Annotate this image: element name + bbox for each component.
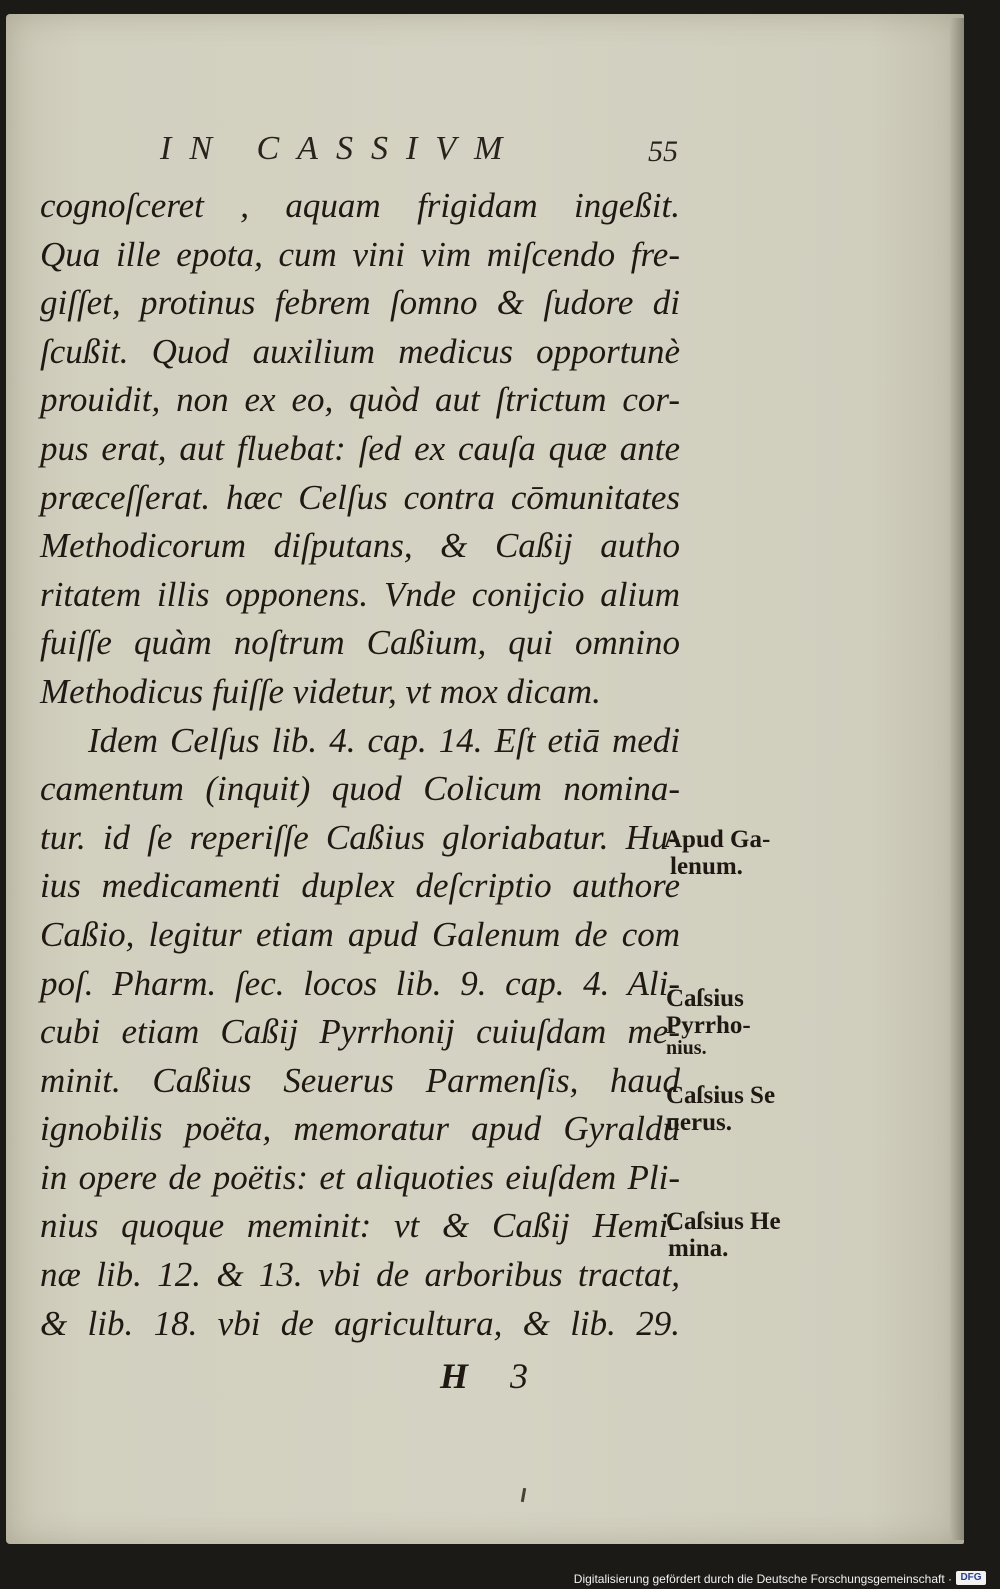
- text-line: Methodicus fuiſſe videtur, vt mox dicam.: [40, 671, 601, 711]
- margin-note-galenum: [664, 826, 770, 880]
- text-line: nius quoque meminit: vt & Caßij Hemi-: [40, 1206, 680, 1246]
- text-line: camentum (inquit) quod Colicum nomina-: [40, 769, 680, 809]
- signature-number: 3: [510, 1356, 529, 1396]
- text-line: Caßio, legitur etiam apud Galenum de com: [40, 914, 680, 954]
- text-line: pus erat, aut fluebat: ſed ex cauſa quæ ante: [40, 428, 680, 468]
- text-line: ius medicamenti duplex deſcriptio authore: [40, 866, 680, 906]
- text-line: & lib. 18. vbi de agricultura, & lib. 29.: [40, 1303, 680, 1343]
- margin-note-line: Caſsius He: [666, 1208, 781, 1235]
- text-line: tur. id ſe reperiſſe Caßius gloriabatur. Hu-: [40, 817, 680, 857]
- text-line: minit. Caßius Seuerus Parmenſis, haud: [40, 1060, 680, 1100]
- signature-letter: H: [440, 1356, 469, 1396]
- text-line: cubi etiam Caßij Pyrrhonij cuiuſdam me-: [40, 1012, 680, 1052]
- margin-note-pyrrhonius: [666, 985, 751, 1057]
- margin-note-line: mina.: [668, 1235, 729, 1262]
- margin-note-seuerus: [666, 1082, 775, 1136]
- text-line: Methodicorum diſputans, & Caßij autho: [40, 526, 680, 566]
- margin-note-line: Apud Ga-: [664, 826, 771, 853]
- signature-mark: [440, 1355, 528, 1397]
- text-line: næ lib. 12. & 13. vbi de arboribus tractat,: [40, 1255, 680, 1295]
- text-line: ignobilis poëta, memoratur apud Gyraldū: [40, 1109, 680, 1149]
- margin-note-line: nius.: [666, 1037, 707, 1059]
- digitization-credit: Digitalisierung gefördert durch die Deutsche Forschungsgemeinschaft ·: [573, 1572, 952, 1586]
- text-line: ſcußit. Quod auxilium medicus opportunè: [40, 331, 680, 371]
- dfg-logo: DFG: [956, 1571, 986, 1585]
- text-line: cognoſceret , aquam frigidam ingeßit.: [40, 186, 680, 225]
- page-number: 55: [648, 135, 678, 168]
- margin-note-line: Caſsius: [666, 985, 744, 1012]
- page-edge: [950, 18, 964, 1540]
- text-line: Idem Celſus lib. 4. cap. 14. Eſt etiā medi: [88, 720, 680, 760]
- main-text: [40, 182, 680, 1348]
- margin-note-line: Pyrrho-: [666, 1012, 751, 1039]
- margin-note-hemina: [666, 1208, 781, 1262]
- margin-note-line: Caſsius Se: [666, 1082, 776, 1109]
- text-line: Qua ille epota, cum vini vim miſcendo fre-: [40, 234, 680, 274]
- text-line: ritatem illis opponens. Vnde conijcio alium: [40, 574, 680, 614]
- text-line: giſſet, protinus febrem ſomno & ſudore di: [40, 283, 680, 323]
- margin-note-line: lenum.: [670, 853, 743, 880]
- text-line: poſ. Pharm. ſec. locos lib. 9. cap. 4. Ali-: [40, 963, 680, 1003]
- running-head: IN CASSIVM: [160, 130, 521, 167]
- text-line: in opere de poëtis: et aliquoties eiuſdem Pli-: [40, 1157, 680, 1197]
- text-line: præceſſerat. hæc Celſus contra cōmunitates: [40, 477, 680, 517]
- margin-note-line: uerus.: [666, 1109, 732, 1136]
- text-line: prouidit, non ex eo, quòd aut ſtrictum cor-: [40, 380, 680, 420]
- text-line: fuiſſe quàm noſtrum Caßium, qui omnino: [40, 623, 680, 663]
